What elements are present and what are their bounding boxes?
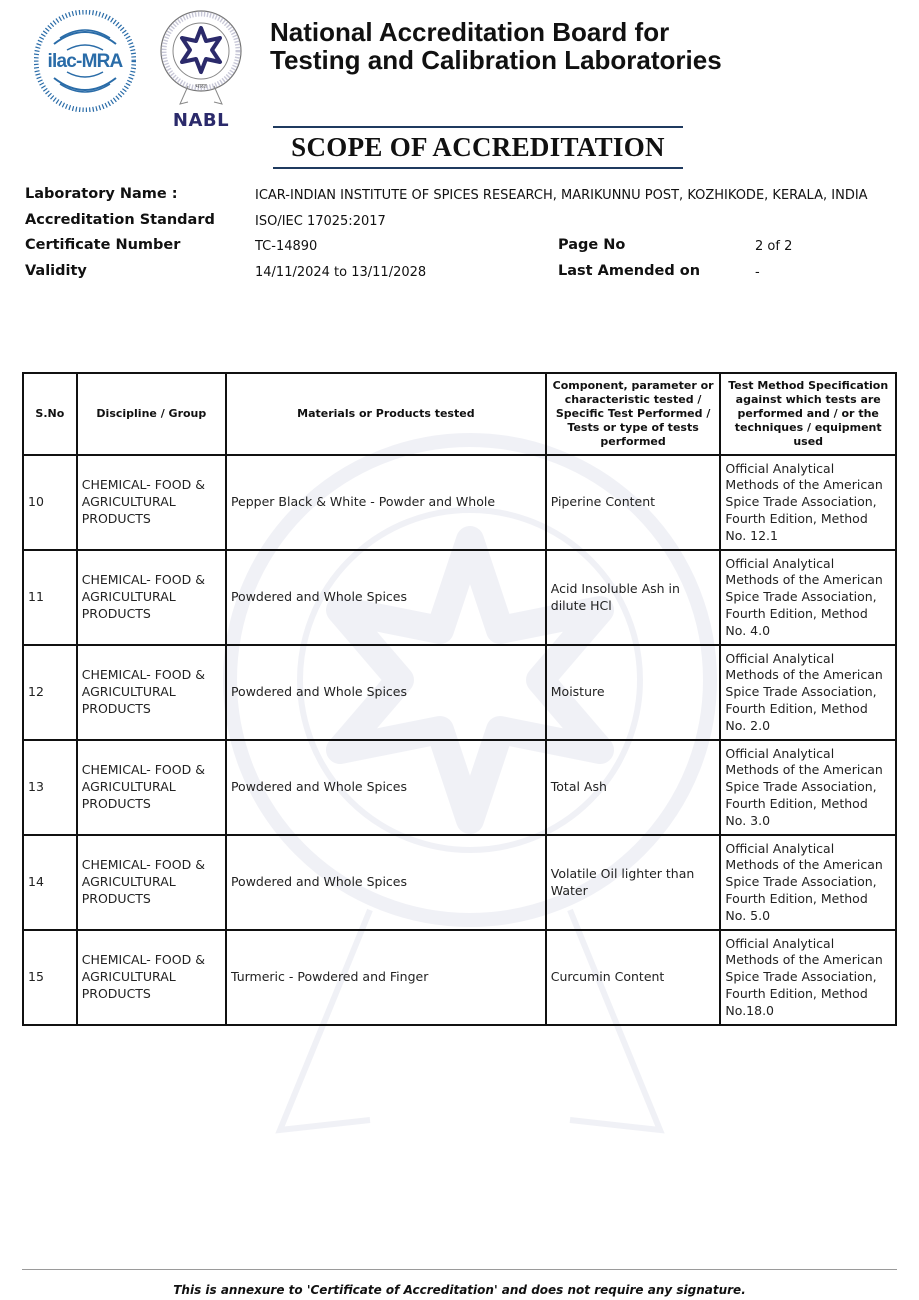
ilac-mra-logo xyxy=(34,10,136,112)
cell-sno: 11 xyxy=(23,550,77,645)
info-row-standard xyxy=(25,212,895,238)
cell-component: Total Ash xyxy=(546,740,721,835)
scope-table xyxy=(22,372,897,1026)
nabl-logo xyxy=(158,8,244,130)
organization-title xyxy=(270,18,830,74)
certificate-label: Certificate Number xyxy=(25,237,181,253)
page-no-label: Page No xyxy=(558,237,626,253)
table-row xyxy=(23,550,896,645)
cell-discipline: CHEMICAL- FOOD & AGRICULTURAL PRODUCTS xyxy=(77,455,226,550)
standard-label: Accreditation Standard xyxy=(25,211,215,228)
cell-discipline: CHEMICAL- FOOD & AGRICULTURAL PRODUCTS xyxy=(77,740,226,835)
cell-material: Powdered and Whole Spices xyxy=(226,740,546,835)
validity-label: Validity xyxy=(25,262,87,279)
nabl-logo-text: NABL xyxy=(172,110,230,130)
cell-component: Moisture xyxy=(546,645,721,740)
lab-name-value: ICAR-INDIAN INSTITUTE OF SPICES RESEARCH, MARIKUNNU POST, KOZHIKODE, KERALA, INDIA xyxy=(255,188,868,203)
header-test-method: Test Method Specification against which tests are performed and / or the techniques / equipment used xyxy=(720,373,896,455)
cell-material: Powdered and Whole Spices xyxy=(226,835,546,930)
last-amended-value: - xyxy=(755,264,760,280)
info-row-validity xyxy=(25,263,895,289)
table-row xyxy=(23,930,896,1025)
lab-name-label: Laboratory Name : xyxy=(25,186,178,202)
cell-component: Acid Insoluble Ash in dilute HCl xyxy=(546,550,721,645)
table-row xyxy=(23,835,896,930)
cell-sno: 14 xyxy=(23,835,77,930)
cell-discipline: CHEMICAL- FOOD & AGRICULTURAL PRODUCTS xyxy=(77,645,226,740)
header-component: Component, parameter or characteristic tested / Specific Test Performed / Tests or type of tests performed xyxy=(546,373,721,455)
footer-note: This is annexure to 'Certificate of Accreditation' and does not require any signature. xyxy=(173,1283,746,1297)
info-row-lab-name xyxy=(25,186,895,212)
accreditation-info xyxy=(25,186,895,288)
cell-method: Official Analytical Methods of the American Spice Trade Association, Fourth Edition, Method No. 12.1 xyxy=(720,455,896,550)
standard-value: ISO/IEC 17025:2017 xyxy=(255,213,386,229)
table-row xyxy=(23,455,896,550)
cell-method: Official Analytical Methods of the American Spice Trade Association, Fourth Edition, Method No. 5.0 xyxy=(720,835,896,930)
validity-value: 14/11/2024 to 13/11/2028 xyxy=(255,264,427,280)
header-discipline: Discipline / Group xyxy=(77,373,226,455)
table-header-row xyxy=(23,373,896,455)
certificate-value: TC-14890 xyxy=(255,239,318,254)
table-row xyxy=(23,645,896,740)
cell-component: Curcumin Content xyxy=(546,930,721,1025)
footer-divider xyxy=(22,1269,897,1270)
org-title-line-2: Testing and Calibration Laboratories xyxy=(270,45,722,75)
cell-method: Official Analytical Methods of the American Spice Trade Association, Fourth Edition, Method No. 3.0 xyxy=(720,740,896,835)
org-title-line-1: National Accreditation Board for xyxy=(270,17,670,47)
cell-sno: 12 xyxy=(23,645,77,740)
cell-material: Pepper Black & White - Powder and Whole xyxy=(226,455,546,550)
cell-material: Powdered and Whole Spices xyxy=(226,645,546,740)
nabl-seal-text: भारत xyxy=(195,83,207,90)
cell-sno: 15 xyxy=(23,930,77,1025)
cell-discipline: CHEMICAL- FOOD & AGRICULTURAL PRODUCTS xyxy=(77,930,226,1025)
cell-method: Official Analytical Methods of the American Spice Trade Association, Fourth Edition, Method No. 2.0 xyxy=(720,645,896,740)
cell-method: Official Analytical Methods of the American Spice Trade Association, Fourth Edition, Method No.18.0 xyxy=(720,930,896,1025)
ilac-logo-text: ilac-MRA xyxy=(47,51,123,72)
cell-discipline: CHEMICAL- FOOD & AGRICULTURAL PRODUCTS xyxy=(77,835,226,930)
cell-component: Piperine Content xyxy=(546,455,721,550)
cell-material: Powdered and Whole Spices xyxy=(226,550,546,645)
cell-discipline: CHEMICAL- FOOD & AGRICULTURAL PRODUCTS xyxy=(77,550,226,645)
page-no-value: 2 of 2 xyxy=(755,239,793,254)
last-amended-label: Last Amended on xyxy=(558,262,701,279)
scope-title: SCOPE OF ACCREDITATION xyxy=(273,126,683,169)
cell-component: Volatile Oil lighter than Water xyxy=(546,835,721,930)
cell-sno: 10 xyxy=(23,455,77,550)
table-row xyxy=(23,740,896,835)
cell-method: Official Analytical Methods of the American Spice Trade Association, Fourth Edition, Method No. 4.0 xyxy=(720,550,896,645)
info-row-certificate xyxy=(25,237,895,263)
cell-sno: 13 xyxy=(23,740,77,835)
cell-material: Turmeric - Powdered and Finger xyxy=(226,930,546,1025)
header-materials: Materials or Products tested xyxy=(226,373,546,455)
header-sno: S.No xyxy=(23,373,77,455)
